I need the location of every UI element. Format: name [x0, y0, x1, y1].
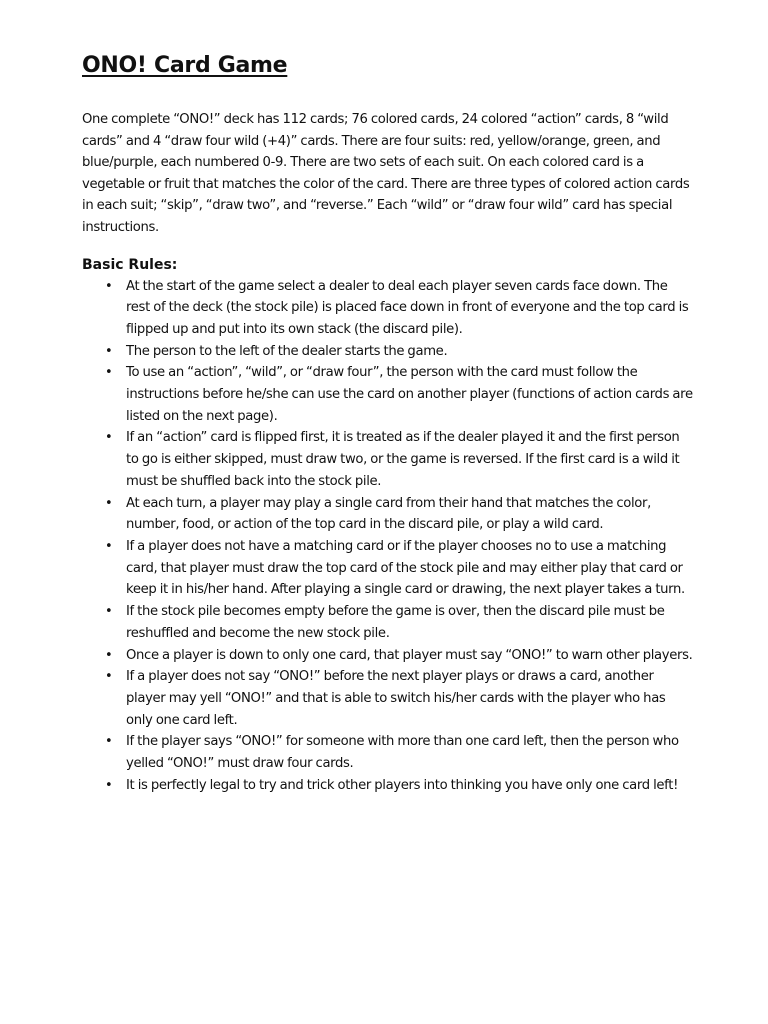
rule-item: [105, 601, 694, 644]
rules-heading: Basic Rules:: [82, 256, 178, 273]
rules-list: [82, 276, 694, 797]
rule-text: If an “action” card is flipped first, it is treated as if the dealer played it and the first person to go is either skipped, must draw two, or the game is reversed. If the first card is a wild it must be shuffled back into the stock pile.: [126, 430, 680, 489]
page-title: ONO! Card Game: [82, 53, 288, 78]
rule-item: [105, 536, 694, 601]
rule-text: At the start of the game select a dealer to deal each player seven cards face down. The rest of the deck (the stock pile) is placed face down in front of everyone and the top card is flipped up and put into its own stack (the discard pile).: [126, 278, 689, 337]
bullet-icon: •: [105, 604, 113, 620]
rule-text: It is perfectly legal to try and trick other players into thinking you have only one card left!: [126, 777, 679, 793]
bullet-icon: •: [105, 365, 113, 381]
rule-text: If the stock pile becomes empty before the game is over, then the discard pile must be reshuffled and become the new stock pile.: [126, 604, 665, 641]
bullet-icon: •: [105, 430, 113, 446]
rule-text: At each turn, a player may play a single card from their hand that matches the color, number, food, or action of the top card in the discard pile, or play a wild card.: [126, 495, 651, 533]
bullet-icon: •: [105, 669, 113, 685]
rule-item: [105, 493, 694, 536]
rule-item: [105, 427, 694, 492]
rule-item: [105, 666, 694, 731]
bullet-icon: •: [105, 343, 113, 359]
rule-text: The person to the left of the dealer starts the game.: [126, 343, 448, 359]
rule-text: To use an “action”, “wild”, or “draw four”, the person with the card must follow the instructions before he/she can use the card on another player (functions of action cards are listed on the next page).: [126, 365, 693, 424]
rule-item: [105, 731, 694, 774]
rule-item: [105, 645, 694, 667]
rule-text: If a player does not have a matching card or if the player chooses no to use a matching card, that player must draw the top card of the stock pile and may either play that card or keep it in his/her hand. After playing a single card or drawing, the next player takes a turn.: [126, 539, 685, 598]
rule-item: [105, 341, 694, 363]
rule-text: If the player says “ONO!” for someone with more than one card left, then the person who yelled “ONO!” must draw four cards.: [126, 734, 679, 772]
bullet-icon: •: [105, 647, 113, 663]
intro-paragraph: One complete “ONO!” deck has 112 cards; 76 colored cards, 24 colored “action” cards, 8 “wild cards” and 4 “draw four wild (+4)” cards. There are four suits: red, yellow/orange, green, and blue/purple, each numbered 0-9. There are two sets of each suit. On each colored card is a vegetable or fruit that matches the color of the card. There are three types of colored action cards in each suit; “skip”, “draw two”, and “reverse.” Each “wild” or “draw four wild” card has special instructions.: [82, 112, 690, 235]
bullet-icon: •: [105, 734, 113, 750]
document-page: [82, 50, 694, 796]
bullet-icon: •: [105, 278, 113, 294]
bullet-icon: •: [105, 777, 113, 793]
rule-item: [105, 276, 694, 341]
rule-text: Once a player is down to only one card, that player must say “ONO!” to warn other players.: [126, 647, 693, 663]
rule-item: [105, 775, 694, 797]
rule-item: [105, 362, 694, 427]
rule-text: If a player does not say “ONO!” before the next player plays or draws a card, another player may yell “ONO!” and that is able to switch his/her cards with the player who has only one card left.: [126, 669, 666, 728]
bullet-icon: •: [105, 495, 113, 511]
bullet-icon: •: [105, 539, 113, 554]
